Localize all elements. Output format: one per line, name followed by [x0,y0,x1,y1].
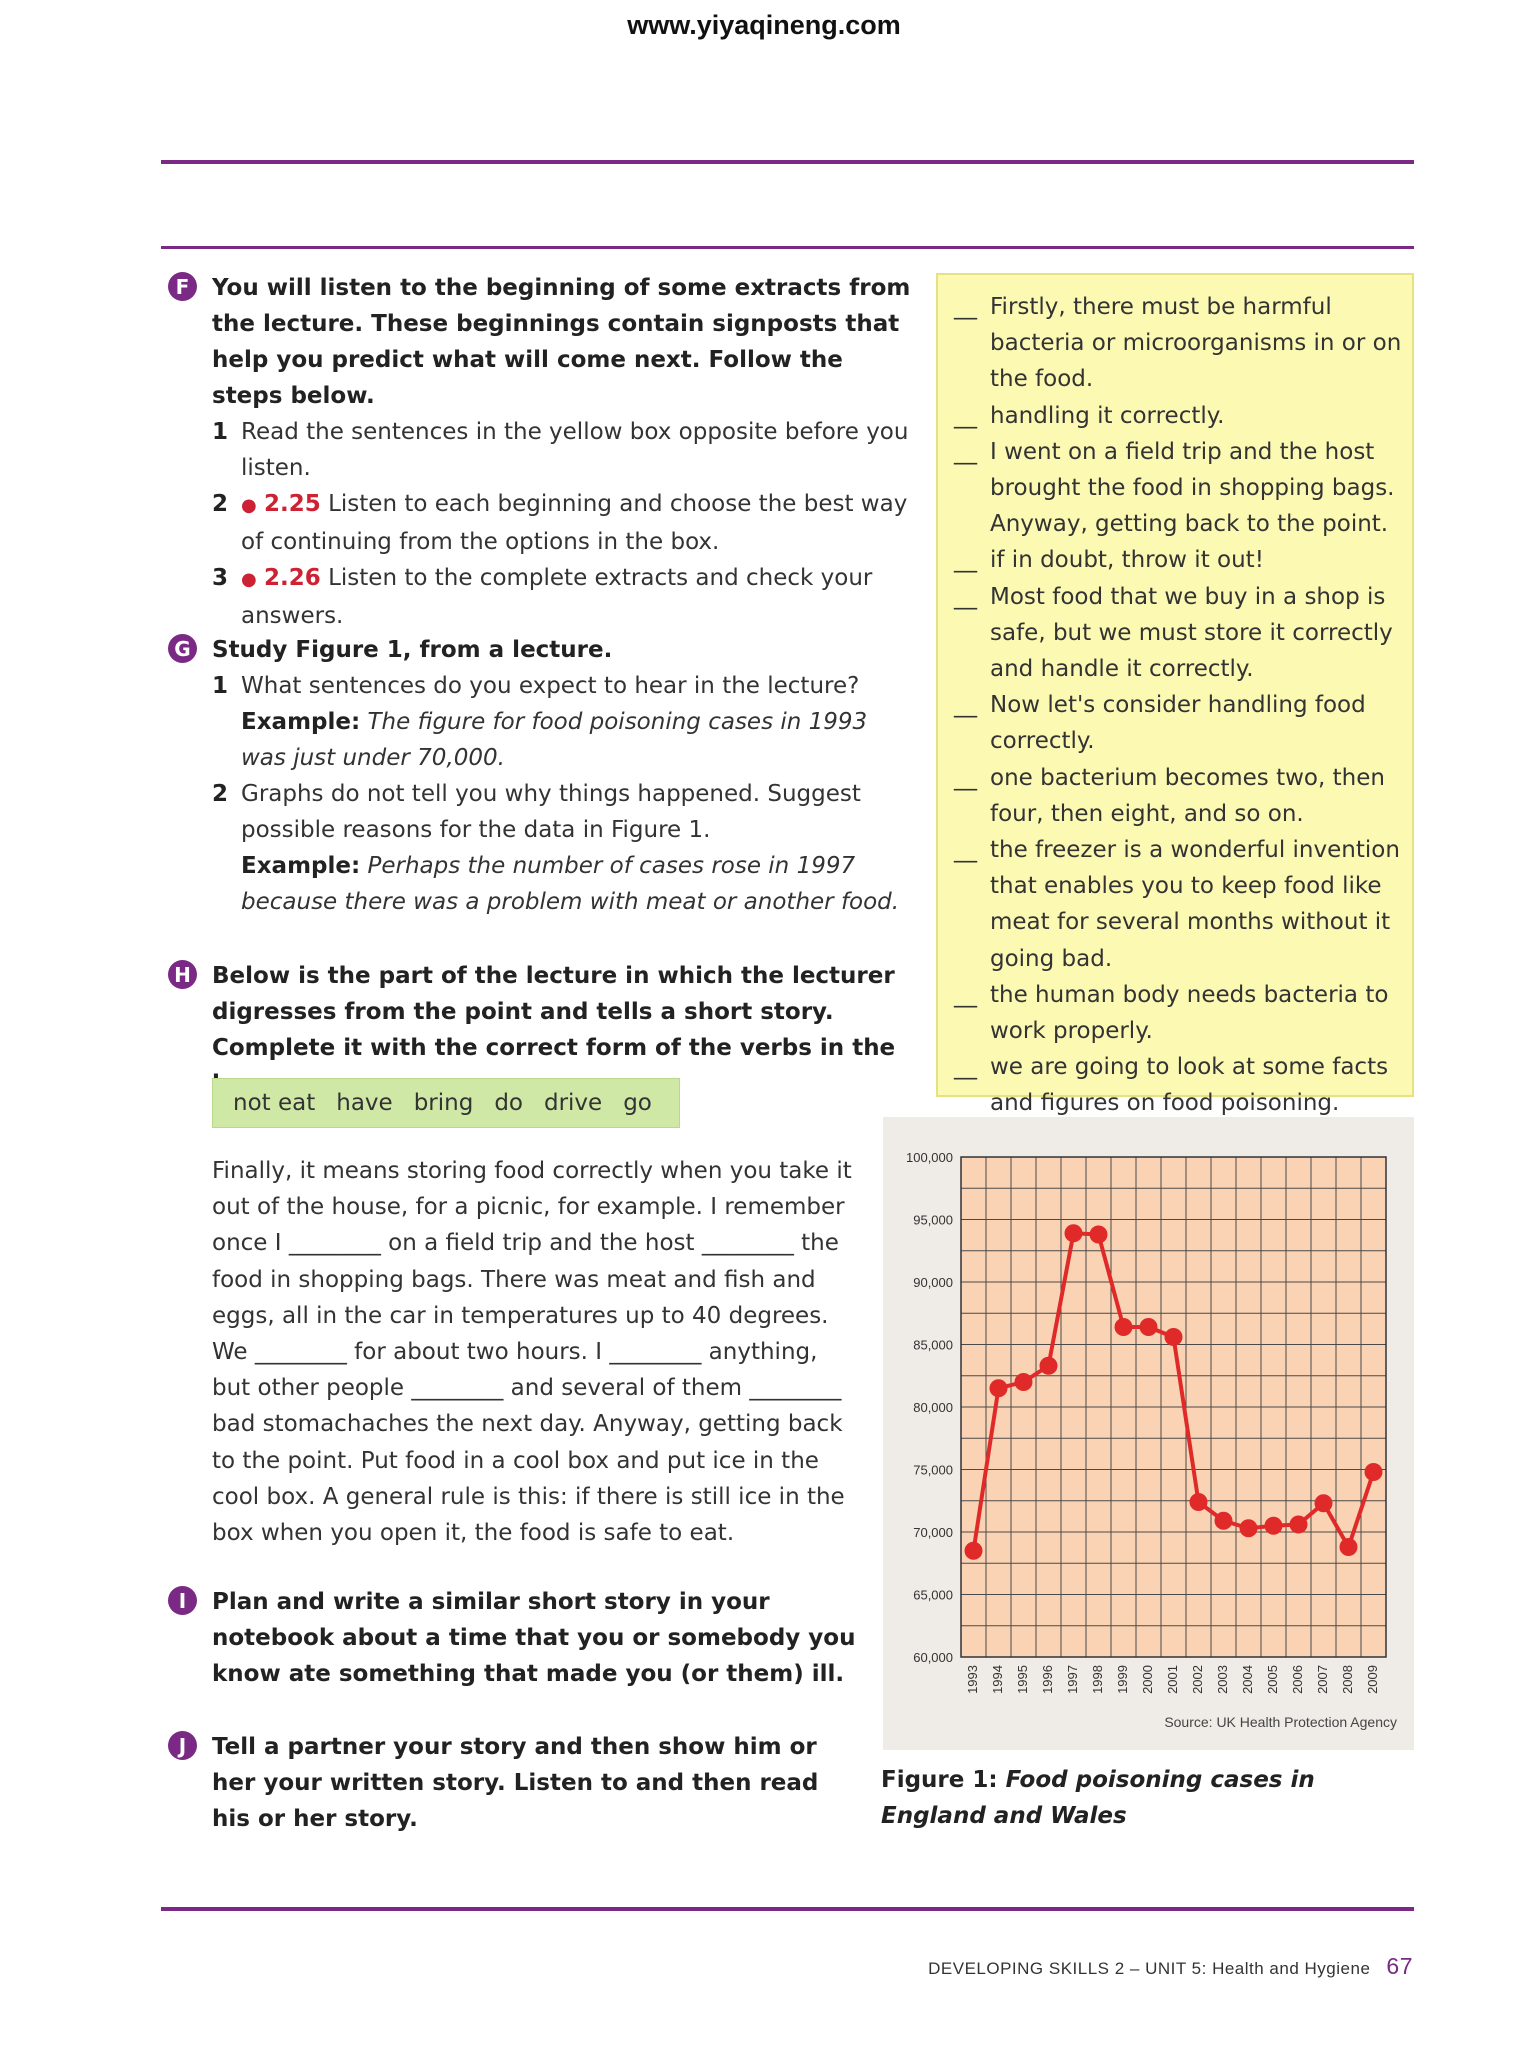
x-tick-label: 2000 [1139,1665,1155,1694]
data-point [1090,1226,1108,1244]
figure-label: Figure 1: [881,1767,998,1793]
story-text: Finally, it means storing food correctly when you take it out of the house, for a picnic, for example. I remember once I ________ on a field trip and the host ________ the food in shopping bags. There was meat and fish and eggs, all in the car in temperatures up to 40 degrees. We ________ for about two hours. I ________ anything, but other people ________ and several of them ________ bad stomachaches the next day. Anyway, getting back to the point. Put food in a cool box and put ice in the cool box. A general rule is this: if there is still ice in the box when you open it, the food is safe to eat. [212,1158,852,1547]
y-tick-label: 100,000 [906,1150,953,1165]
list-item [212,560,918,634]
data-point [1265,1517,1283,1535]
list-item [938,1049,1412,1121]
answer-blank[interactable]: __ [954,981,977,1008]
answer-blank[interactable]: __ [954,438,977,465]
data-point [1190,1493,1208,1511]
section-f-heading: You will listen to the beginning of some extracts from the lecture. These beginnings contain signposts that help you predict what will come next. Follow the steps below. [212,275,911,409]
example-label: Example: [241,709,361,735]
step-text: Read the sentences in the yellow box opposite before you listen. [241,419,909,481]
x-tick-label: 2005 [1264,1665,1280,1694]
x-tick-label: 1999 [1114,1665,1130,1694]
list-item [938,434,1412,543]
verb-option: bring [413,1090,474,1116]
section-h-heading: Below is the part of the lecture in which the lecturer digresses from the point and tells a short story. Complete it with the correct form of the verbs in the [212,963,896,1061]
section-f [168,270,918,634]
section-badge-j: J [168,1731,197,1760]
option-text: I went on a field trip and the host brought the food in shopping bags. Anyway, getting back to the point. [990,438,1395,538]
list-item [938,832,1412,977]
step-number: 1 [212,673,229,699]
data-point [1140,1318,1158,1336]
option-text: Now let's consider handling food correctly. [990,692,1366,755]
section-f-steps [212,414,918,634]
data-point [1290,1516,1308,1534]
top-rule [161,160,1414,164]
verb-option: not eat [233,1090,316,1116]
verb-option: go [623,1090,652,1116]
option-text: the human body needs bacteria to work properly. [990,981,1389,1045]
list-item [938,687,1412,759]
page-number: 67 [1386,1953,1413,1979]
figure-caption [881,1762,1401,1834]
data-point [965,1542,983,1560]
audio-track-number[interactable]: 2.26 [264,565,321,591]
answer-blank[interactable]: __ [954,402,977,429]
y-tick-label: 90,000 [913,1275,953,1290]
x-tick-label: 1994 [989,1665,1005,1694]
audio-track-number[interactable]: 2.25 [264,491,321,517]
x-tick-label: 2009 [1364,1665,1380,1694]
section-badge-i: I [168,1586,197,1615]
x-tick-label: 2001 [1164,1665,1180,1694]
section-g-heading: Study Figure 1, from a lecture. [212,637,613,663]
section-badge-g: G [168,634,197,663]
data-point [1215,1512,1233,1530]
y-tick-label: 85,000 [913,1337,953,1353]
x-tick-label: 1995 [1014,1665,1030,1694]
figure-1-chart [883,1117,1414,1750]
footer-text: DEVELOPING SKILLS 2 – UNIT 5: Health and Hygiene [928,1959,1371,1978]
list-item [212,414,918,486]
section-g [168,632,918,920]
list-item [938,398,1412,434]
bottom-rule [161,1907,1414,1911]
x-tick-label: 2002 [1189,1665,1205,1694]
option-text: if in doubt, throw it out! [990,547,1264,574]
verb-option: do [494,1090,523,1116]
verb-option: drive [543,1090,603,1116]
data-point [1015,1373,1033,1391]
answer-blank[interactable]: __ [954,692,977,719]
list-item [938,289,1412,398]
example-text: The figure for food poisoning cases in 1993 was just under 70,000. [241,709,868,771]
data-point [1340,1538,1358,1556]
step-number: 2 [212,781,229,807]
answer-blank[interactable]: __ [954,1054,977,1081]
x-tick-label: 2006 [1289,1665,1305,1694]
audio-disc-icon[interactable]: ● [241,495,257,516]
x-tick-label: 1998 [1089,1665,1105,1694]
option-text: we are going to look at some facts and figures on food poisoning. [990,1054,1389,1117]
step-text: Graphs do not tell you why things happened. Suggest possible reasons for the data in Figure 1. [241,781,861,843]
option-text: Most food that we buy in a shop is safe, but we must store it correctly and handle it correctly. [990,583,1393,683]
x-tick-label: 1996 [1039,1665,1055,1694]
data-point [1115,1318,1133,1336]
x-tick-label: 2004 [1239,1665,1255,1694]
section-j [168,1729,918,1837]
signpost-options-list [938,275,1412,1122]
data-point [1040,1357,1058,1375]
section-i [168,1584,918,1692]
answer-blank[interactable]: __ [954,547,977,574]
y-tick-label: 95,000 [913,1212,953,1228]
x-tick-label: 2008 [1339,1665,1355,1694]
section-badge-f: F [168,272,197,301]
section-g-steps [212,668,918,920]
data-point [1065,1224,1083,1242]
step-number: 3 [212,565,229,591]
step-text: Listen to each beginning and choose the best way of continuing from the options in the box. [241,491,908,555]
option-text: handling it correctly. [990,402,1225,429]
x-tick-label: 1997 [1064,1665,1080,1694]
list-item [212,776,918,920]
example-text: Perhaps the number of cases rose in 1997 because there was a problem with meat or another food. [241,853,900,915]
section-badge-h: H [168,960,197,989]
y-tick-label: 65,000 [913,1587,953,1603]
answer-blank[interactable]: __ [954,764,977,791]
x-tick-label: 1993 [964,1665,980,1694]
list-item [938,579,1412,688]
step-text: Listen to the complete extracts and check your answers. [241,565,873,629]
audio-disc-icon[interactable]: ● [241,569,257,590]
verb-box [212,1078,680,1128]
x-tick-label: 2007 [1314,1665,1330,1694]
answer-blank[interactable]: __ [954,583,977,610]
line-chart [883,1117,1414,1750]
figure-title: Food poisoning cases in England and Wales [881,1767,1315,1829]
data-point [1165,1328,1183,1346]
verb-option: have [336,1090,393,1116]
step-number: 2 [212,491,229,517]
option-text: one bacterium becomes two, then four, then eight, and so on. [990,764,1385,827]
y-tick-label: 70,000 [913,1525,953,1540]
list-item [938,760,1412,832]
y-tick-label: 75,000 [913,1462,953,1478]
answer-blank[interactable]: __ [954,294,977,320]
data-point [990,1379,1008,1397]
option-text: Firstly, there must be harmful bacteria or microorganisms in or on the food. [990,294,1402,393]
signpost-options-box [936,273,1414,1117]
x-tick-label: 2003 [1214,1665,1230,1694]
section-i-heading: Plan and write a similar short story in your notebook about a time that you or somebody you know ate something that made you (or them) ill. [212,1589,856,1687]
list-item [938,542,1412,578]
list-item [212,486,918,560]
y-tick-label: 60,000 [913,1650,953,1665]
data-point [1365,1463,1383,1481]
example-label: Example: [241,853,361,879]
option-text: the freezer is a wonderful invention that enables you to keep food like meat for several months without it going bad. [990,837,1400,972]
data-point [1315,1494,1333,1512]
step-text: What sentences do you expect to hear in the lecture? [241,673,860,699]
header-rule [161,246,1414,249]
page-footer [928,1953,1413,1980]
step-number: 1 [212,419,229,445]
chart-source: Source: UK Health Protection Agency [1164,1714,1397,1730]
list-item [938,977,1412,1049]
y-tick-label: 80,000 [913,1400,953,1415]
data-point [1240,1519,1258,1537]
section-j-heading: Tell a partner your story and then show him or her your written story. Listen to and then read his or her story. [212,1734,819,1832]
list-item [212,668,918,776]
watermark: www.yiyaqineng.com [627,10,901,40]
answer-blank[interactable]: __ [954,837,977,864]
